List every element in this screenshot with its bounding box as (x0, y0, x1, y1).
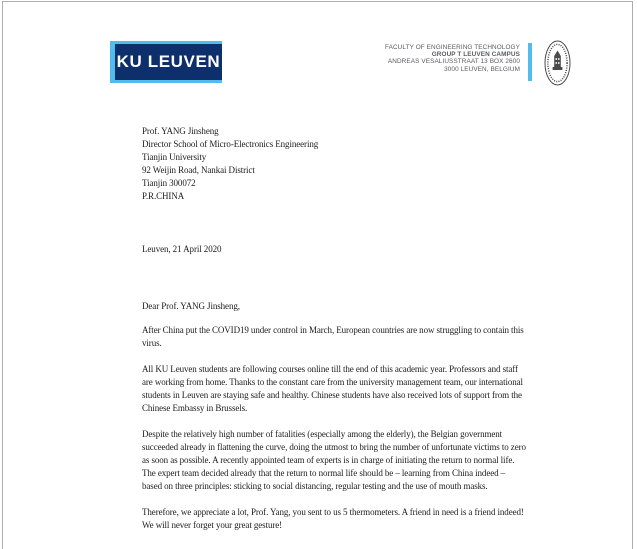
dateline: Leuven, 21 April 2020 (142, 244, 222, 254)
ku-leuven-logo-box (115, 44, 222, 80)
recipient-line: P.R.CHINA (142, 191, 185, 201)
paragraph-3: Despite the relatively high number of fatalities (especially among the elderly), the Belgian government succeeded already in flattening the curve, doing the utmost to bring the number of unfortunate victims to zero as soon as possible. A recently appointed team of experts is in charge of initiating the return to normal life. The expert team decided already that the return to normal life should be – learning from China indeed – based on three principles: sticking to social distancing, regular testing and the use of mouth masks. (142, 429, 526, 491)
city-line: 3000 LEUVEN, BELGIUM (444, 65, 520, 73)
university-seal-icon (544, 40, 571, 86)
paragraph-1: After China put the COVID19 under control in March, European countries are now struggling to contain this virus. (142, 325, 524, 348)
recipient-line: Director School of Micro-Electronics Engineering (142, 139, 319, 149)
recipient-line: Prof. YANG Jinsheng (142, 126, 219, 136)
recipient-address (142, 125, 526, 203)
letter-body (142, 125, 526, 532)
letterhead-faculty-address (300, 44, 520, 73)
recipient-line: 92 Weijin Road, Nankai District (142, 165, 255, 175)
campus-line: GROUP T LEUVEN CAMPUS (431, 51, 520, 59)
ku-leuven-logo (110, 41, 222, 83)
faculty-line: FACULTY OF ENGINEERING TECHNOLOGY (384, 44, 520, 51)
letter-page (2, 1, 633, 549)
street-line: ANDREAS VESALIUSSTRAAT 13 BOX 2600 (387, 58, 520, 66)
recipient-line: Tianjin University (142, 152, 207, 162)
recipient-line: Tianjin 300072 (142, 178, 196, 188)
paragraph-4: Therefore, we appreciate a lot, Prof. Yang, you sent to us 5 thermometers. A friend in need is a friend indeed! We will never forget your great gesture! (142, 507, 524, 530)
paragraph-2: All KU Leuven students are following courses online till the end of this academic year. Professors and staff are working from home. Thanks to the constant care from the university management team, our international students in Leuven are staying safe and healthy. Chinese students have also received lots of support from the Chinese Embassy in Brussels. (142, 364, 523, 413)
letterhead-divider-bar (528, 43, 532, 81)
salutation: Dear Prof. YANG Jinsheng, (142, 301, 240, 311)
ku-leuven-logo-text: KU LEUVEN (116, 52, 221, 71)
